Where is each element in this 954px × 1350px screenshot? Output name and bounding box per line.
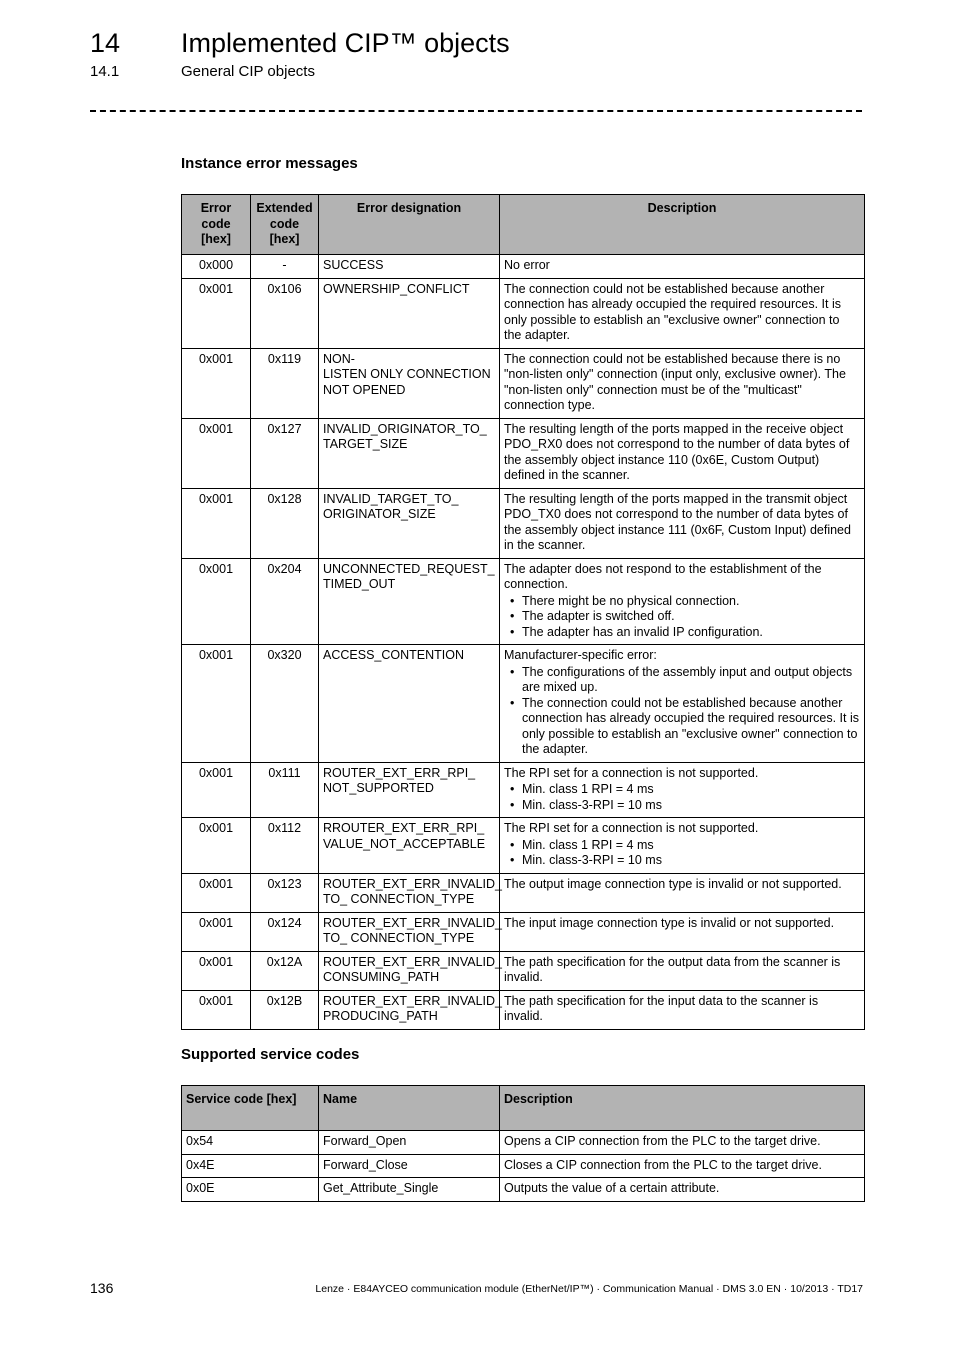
description-text: The resulting length of the ports mapped in the transmit object PDO_TX0 does not correspond to the number of data bytes of the assembly object instance 111 (0x6F, Custom Input) defined in the scanner. (504, 491, 851, 552)
bullet-item: • The adapter has an invalid IP configuration. (518, 625, 860, 641)
chapter-number: 14 (90, 28, 121, 58)
table-header-row (182, 1086, 865, 1131)
description-cell (500, 278, 865, 348)
error-designation-cell: NON- LISTEN ONLY CONNECTION NOT OPENED (319, 348, 500, 418)
bullet-item: • Min. class 1 RPI = 4 ms (518, 782, 860, 798)
extended-code-cell: 0x12A (251, 951, 319, 990)
error-code-cell: 0x001 (182, 762, 251, 818)
error-designation-cell: INVALID_TARGET_TO_ ORIGINATOR_SIZE (319, 488, 500, 558)
error-code-cell: 0x001 (182, 818, 251, 874)
error-designation-cell: ROUTER_EXT_ERR_INVALID_ CONSUMING_PATH (319, 951, 500, 990)
column-header: Description (500, 1086, 865, 1131)
error-code-cell: 0x001 (182, 951, 251, 990)
service-code-cell: 0x4E (182, 1154, 319, 1178)
table-row (182, 558, 865, 645)
table-row (182, 762, 865, 818)
description-text: The connection could not be established because there is no "non-listen only" connection (input only, exclusive owner). The "non-listen only" connection must be of the "multicast" connection type. (504, 351, 846, 412)
instance-errors-heading: Instance error messages (181, 155, 358, 172)
description-cell (500, 418, 865, 488)
description-cell (500, 645, 865, 763)
service-codes-table (181, 1085, 865, 1202)
error-designation-cell: ROUTER_EXT_ERR_RPI_ NOT_SUPPORTED (319, 762, 500, 818)
table-row (182, 1154, 865, 1178)
error-code-cell: 0x001 (182, 645, 251, 763)
description-text: The RPI set for a connection is not supported. (504, 765, 759, 780)
error-designation-cell: RROUTER_EXT_ERR_RPI_ VALUE_NOT_ACCEPTABLE (319, 818, 500, 874)
description-text: The output image connection type is invalid or not supported. (504, 876, 842, 891)
description-text: Manufacturer-specific error: (504, 648, 657, 662)
header-separator (90, 110, 862, 112)
extended-code-cell: 0x111 (251, 762, 319, 818)
extended-code-cell: 0x112 (251, 818, 319, 874)
description-cell (500, 348, 865, 418)
instance-errors-table (181, 194, 865, 1030)
description-cell (500, 558, 865, 645)
description-cell (500, 912, 865, 951)
table-row (182, 418, 865, 488)
table-row (182, 912, 865, 951)
extended-code-cell: 0x123 (251, 873, 319, 912)
extended-code-cell: 0x320 (251, 645, 319, 763)
description-text: The adapter does not respond to the establishment of the connection. (504, 561, 822, 591)
column-header: Description (500, 195, 865, 255)
column-header: Error code [hex] (182, 195, 251, 255)
column-header: Name (319, 1086, 500, 1131)
extended-code-cell: 0x119 (251, 348, 319, 418)
extended-code-cell: 0x204 (251, 558, 319, 645)
error-code-cell: 0x001 (182, 912, 251, 951)
table-row (182, 488, 865, 558)
page-number: 136 (90, 1280, 114, 1296)
table-row (182, 645, 865, 763)
column-header: Service code [hex] (182, 1086, 319, 1131)
bullet-item: • Min. class 1 RPI = 4 ms (518, 838, 860, 854)
extended-code-cell: 0x12B (251, 990, 319, 1029)
service-code-cell: 0x0E (182, 1178, 319, 1202)
error-designation-cell: ROUTER_EXT_ERR_INVALID_ TO_ CONNECTION_TYPE (319, 912, 500, 951)
bullet-item: • The configurations of the assembly input and output objects are mixed up. (518, 665, 860, 696)
error-designation-cell: ACCESS_CONTENTION (319, 645, 500, 763)
bullet-item: • There might be no physical connection. (518, 594, 860, 610)
chapter-title: Implemented CIP™ objects (181, 28, 510, 58)
bullet-item: • The connection could not be established because another connection has already occupied the required resources. It is only possible to establish an "exclusive owner" connection to the adapter. (518, 696, 860, 758)
table-row (182, 873, 865, 912)
description-cell (500, 818, 865, 874)
bullet-item: • The adapter is switched off. (518, 609, 860, 625)
description-cell (500, 762, 865, 818)
error-code-cell: 0x001 (182, 278, 251, 348)
section-title: General CIP objects (181, 63, 315, 80)
error-code-cell: 0x001 (182, 873, 251, 912)
error-designation-cell: ROUTER_EXT_ERR_INVALID_ PRODUCING_PATH (319, 990, 500, 1029)
bullet-item: • Min. class-3-RPI = 10 ms (518, 798, 860, 814)
description-text: The resulting length of the ports mapped in the receive object PDO_RX0 does not correspond to the number of data bytes of the assembly object instance 110 (0x6E, Custom Output) defined in the scanner. (504, 421, 850, 482)
error-designation-cell: UNCONNECTED_REQUEST_ TIMED_OUT (319, 558, 500, 645)
table-row (182, 1131, 865, 1155)
bullet-item: • Min. class-3-RPI = 10 ms (518, 853, 860, 869)
column-header: Error designation (319, 195, 500, 255)
description-text: The path specification for the output data from the scanner is invalid. (504, 954, 841, 984)
description-text: The path specification for the input data to the scanner is invalid. (504, 993, 819, 1023)
extended-code-cell: 0x128 (251, 488, 319, 558)
error-designation-cell: SUCCESS (319, 255, 500, 279)
bullet-list (504, 594, 860, 641)
error-code-cell: 0x001 (182, 418, 251, 488)
table-row (182, 990, 865, 1029)
table-header-row (182, 195, 865, 255)
error-code-cell: 0x000 (182, 255, 251, 279)
description-cell (500, 990, 865, 1029)
error-designation-cell: ROUTER_EXT_ERR_INVALID_ TO_ CONNECTION_TYPE (319, 873, 500, 912)
description-text: The RPI set for a connection is not supported. (504, 821, 759, 835)
bullet-list (504, 782, 860, 813)
service-name-cell: Forward_Close (319, 1154, 500, 1178)
table-row (182, 348, 865, 418)
table-row (182, 278, 865, 348)
error-code-cell: 0x001 (182, 488, 251, 558)
description-cell (500, 873, 865, 912)
description-text: The connection could not be established because another connection has already occupied the required resources. It is only possible to establish an "exclusive owner" connection to the adapter. (504, 281, 841, 342)
error-designation-cell: OWNERSHIP_CONFLICT (319, 278, 500, 348)
description-text: The input image connection type is invalid or not supported. (504, 915, 835, 930)
description-text: No error (504, 258, 550, 272)
service-description-cell: Opens a CIP connection from the PLC to the target drive. (500, 1131, 865, 1155)
service-code-cell: 0x54 (182, 1131, 319, 1155)
table-row (182, 1178, 865, 1202)
error-code-cell: 0x001 (182, 990, 251, 1029)
service-description-cell: Closes a CIP connection from the PLC to the target drive. (500, 1154, 865, 1178)
bullet-list (504, 665, 860, 758)
description-cell (500, 255, 865, 279)
extended-code-cell: 0x106 (251, 278, 319, 348)
column-header: Extended code [hex] (251, 195, 319, 255)
error-code-cell: 0x001 (182, 348, 251, 418)
service-codes-heading: Supported service codes (181, 1046, 360, 1063)
error-designation-cell: INVALID_ORIGINATOR_TO_ TARGET_SIZE (319, 418, 500, 488)
table-row (182, 818, 865, 874)
table-row (182, 255, 865, 279)
extended-code-cell: 0x124 (251, 912, 319, 951)
footer-text: Lenze · E84AYCEO communication module (EtherNet/IP™) · Communication Manual · DMS 3.0 EN · 10/2013 · TD17 (315, 1283, 863, 1295)
description-cell (500, 488, 865, 558)
description-cell (500, 951, 865, 990)
table-row (182, 951, 865, 990)
section-number: 14.1 (90, 63, 120, 80)
service-name-cell: Forward_Open (319, 1131, 500, 1155)
error-code-cell: 0x001 (182, 558, 251, 645)
extended-code-cell: - (251, 255, 319, 279)
bullet-list (504, 838, 860, 869)
extended-code-cell: 0x127 (251, 418, 319, 488)
service-name-cell: Get_Attribute_Single (319, 1178, 500, 1202)
service-description-cell: Outputs the value of a certain attribute. (500, 1178, 865, 1202)
